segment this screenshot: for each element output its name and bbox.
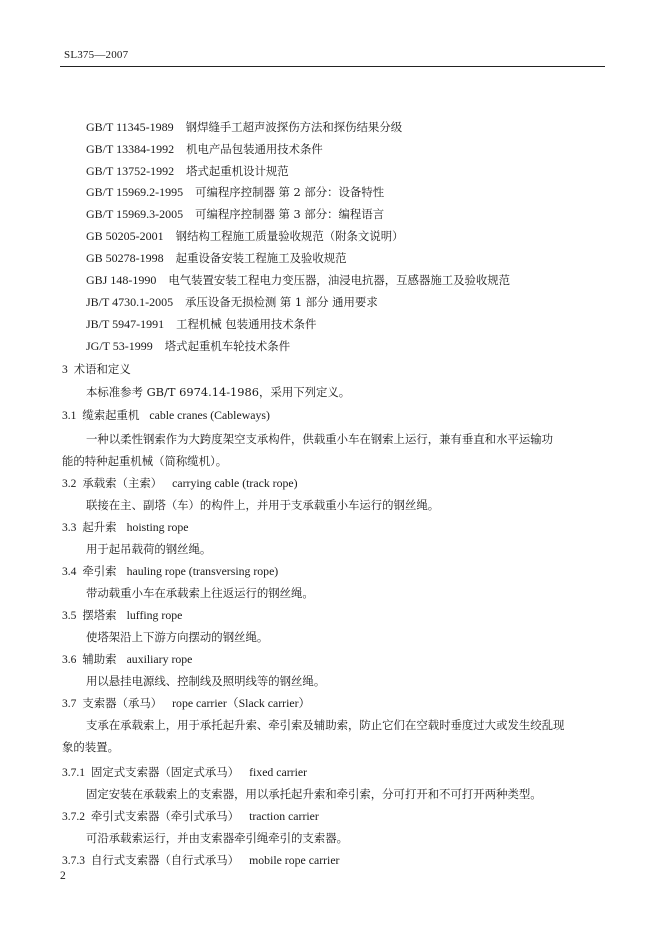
reference-title: 可编程序控制器 第 2 部分：设备特性: [195, 185, 385, 199]
reference-title: 承压设备无损检测 第 1 部分 通用要求: [185, 295, 378, 309]
term-definition: 一种以柔性钢索作为大跨度架空支承构件，供载重小车在钢索上运行，兼有垂直和水平运输功: [86, 432, 554, 446]
term-chinese: 牵引式支索器（牵引式承马）: [91, 809, 240, 823]
term-heading: [62, 809, 319, 824]
term-definition: 使塔架沿上下游方向摆动的钢丝绳。: [86, 630, 269, 644]
term-definition: 带动载重小车在承载索上往返运行的钢丝绳。: [86, 586, 314, 600]
term-number: 3.7.3: [62, 855, 85, 867]
term-definition: 固定安装在承载索上的支索器，用以承托起升索和牵引索，分可打开和不可打开两种类型。: [86, 787, 542, 801]
page-number: 2: [60, 870, 66, 882]
reference-code: GB 50205-2001: [86, 229, 164, 243]
term-chinese: 起升索: [82, 520, 117, 534]
reference-code: GB/T 15969.3-2005: [86, 207, 184, 221]
reference-title: 电气装置安装工程电力变压器，油浸电抗器，互感器施工及验收规范: [168, 273, 511, 287]
reference-title: 塔式起重机车轮技术条件: [164, 339, 291, 353]
reference-item: [86, 295, 378, 309]
term-heading: [62, 652, 192, 667]
term-english: fixed carrier: [249, 765, 308, 779]
reference-item: [86, 142, 323, 156]
term-english: hauling rope (transversing rope): [126, 564, 279, 578]
term-heading: [62, 765, 307, 780]
section-heading: [62, 362, 131, 377]
reference-title: 塔式起重机设计规范: [186, 164, 289, 178]
reference-title: 钢焊缝手工超声波探伤方法和探伤结果分级: [185, 120, 403, 134]
reference-item: [86, 164, 289, 178]
term-english: traction carrier: [249, 809, 319, 823]
term-definition: 联接在主、副塔（车）的构件上，并用于支承载重小车运行的钢丝绳。: [86, 498, 440, 512]
reference-code: JG/T 53-1999: [86, 339, 153, 353]
reference-code: GB/T 13752-1992: [86, 164, 175, 178]
reference-item: [86, 273, 510, 287]
reference-item: [86, 317, 316, 331]
term-definition: 可沿承载索运行，并由支索器牵引绳牵引的支索器。: [86, 831, 348, 845]
term-number: 3.4: [62, 566, 77, 578]
reference-code: GB/T 13384-1992: [86, 142, 175, 156]
term-definition: 象的装置。: [62, 740, 119, 754]
reference-item: [86, 207, 384, 221]
reference-title: 钢结构工程施工质量验收规范（附条文说明）: [175, 229, 404, 243]
section-title: 术语和定义: [73, 362, 131, 376]
term-number: 3.7.2: [62, 811, 85, 823]
reference-title: 机电产品包装通用技术条件: [186, 142, 323, 156]
reference-item: [86, 339, 290, 353]
term-heading: [62, 476, 298, 491]
term-english: mobile rope carrier: [249, 853, 340, 867]
term-chinese: 摆塔索: [82, 608, 117, 622]
reference-title: 工程机械 包装通用技术条件: [176, 317, 317, 331]
term-english: luffing rope: [126, 608, 183, 622]
section-number: 3: [62, 364, 68, 376]
term-chinese: 承载索（主索）: [82, 476, 163, 490]
reference-code: GBJ 148-1990: [86, 273, 157, 287]
section-intro: 本标准参考 GB/T 6974.14-1986，采用下列定义。: [86, 385, 351, 399]
term-definition: 用于起吊载荷的钢丝绳。: [86, 542, 212, 556]
reference-code: JB/T 4730.1-2005: [86, 295, 174, 309]
document-code: SL375—2007: [64, 49, 129, 61]
term-definition: 能的特种起重机械（简称缆机）。: [62, 454, 228, 468]
term-chinese: 固定式支索器（固定式承马）: [91, 765, 240, 779]
reference-code: JB/T 5947-1991: [86, 317, 165, 331]
term-number: 3.1: [62, 410, 77, 422]
term-english: rope carrier（Slack carrier）: [172, 696, 311, 710]
term-definition: 支承在承载索上，用于承托起升索、牵引索及辅助索，防止它们在空载时垂度过大或发生绞乱现: [86, 718, 565, 732]
term-heading: [62, 408, 270, 423]
term-chinese: 自行式支索器（自行式承马）: [91, 853, 240, 867]
term-heading: [62, 608, 182, 623]
term-english: cable cranes (Cableways): [149, 408, 270, 422]
reference-code: GB/T 15969.2-1995: [86, 185, 184, 199]
term-english: auxiliary rope: [126, 652, 193, 666]
reference-item: [86, 251, 347, 265]
header-divider: [60, 66, 605, 67]
reference-code: GB/T 11345-1989: [86, 120, 174, 134]
term-number: 3.5: [62, 610, 77, 622]
term-number: 3.7.1: [62, 767, 85, 779]
term-english: carrying cable (track rope): [172, 476, 298, 490]
reference-item: [86, 229, 404, 243]
term-heading: [62, 853, 340, 868]
term-chinese: 辅助索: [82, 652, 117, 666]
term-number: 3.3: [62, 522, 77, 534]
term-heading: [62, 564, 278, 579]
term-heading: [62, 696, 310, 711]
reference-title: 起重设备安装工程施工及验收规范: [175, 251, 347, 265]
term-chinese: 支索器（承马）: [82, 696, 163, 710]
reference-item: [86, 185, 384, 199]
term-chinese: 缆索起重机: [82, 408, 140, 422]
term-number: 3.2: [62, 478, 77, 490]
reference-code: GB 50278-1998: [86, 251, 164, 265]
term-chinese: 牵引索: [82, 564, 117, 578]
term-heading: [62, 520, 189, 535]
term-number: 3.6: [62, 654, 77, 666]
term-english: hoisting rope: [126, 520, 189, 534]
reference-title: 可编程序控制器 第 3 部分：编程语言: [195, 207, 385, 221]
reference-item: [86, 120, 402, 134]
term-definition: 用以悬挂电源线、控制线及照明线等的钢丝绳。: [86, 674, 326, 688]
term-number: 3.7: [62, 698, 77, 710]
